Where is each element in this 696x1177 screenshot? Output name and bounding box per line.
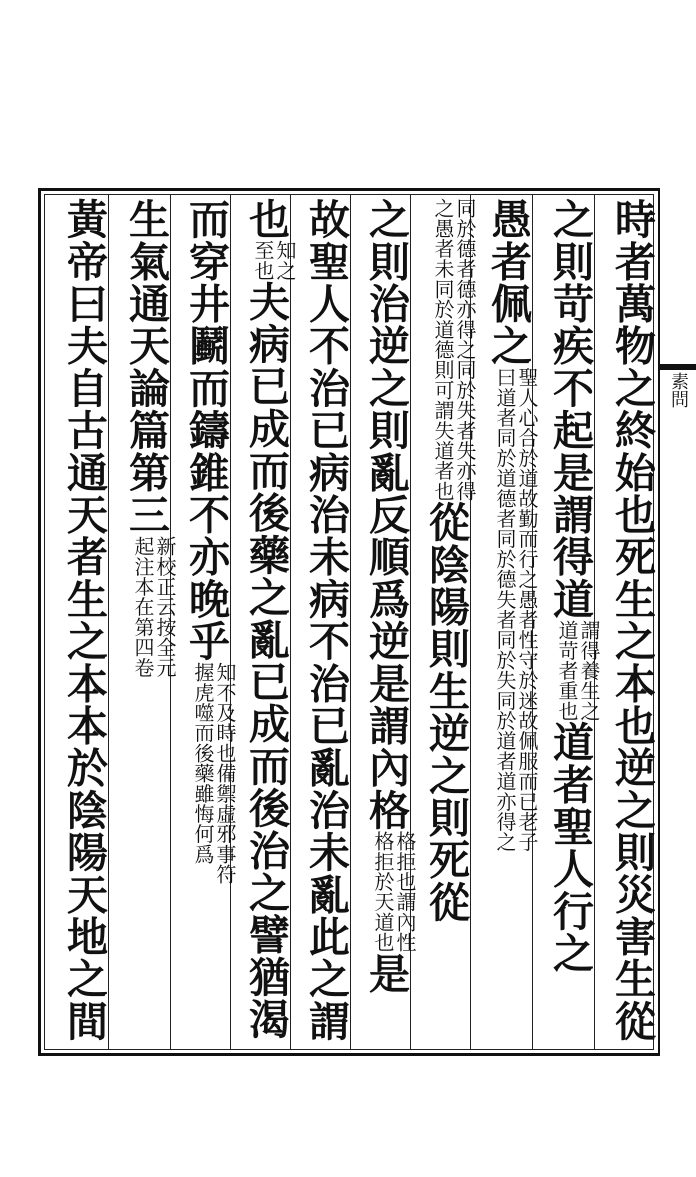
note-line-left: 至也 bbox=[251, 240, 275, 281]
note-line-right: 格拒也謂內性 bbox=[393, 831, 417, 953]
banxin-fishtail bbox=[660, 364, 696, 370]
banxin-title: 素問 bbox=[668, 372, 689, 408]
main-text: 從陰陽則生逆之則死從 bbox=[422, 501, 470, 923]
text-column-10: 黃帝曰夫自古通天者生之本本於陰陽天地之間 bbox=[60, 198, 108, 1042]
text-column-9 bbox=[116, 198, 176, 677]
main-text: 夫病已成而後藥之亂已成而後治之譬猶渴 bbox=[242, 280, 290, 1041]
interlinear-note bbox=[192, 662, 236, 884]
interlinear-note bbox=[132, 536, 176, 677]
note-line-left: 握虎噬而後藥雖悔何爲 bbox=[191, 662, 215, 865]
text-column-4 bbox=[416, 198, 476, 923]
note-line-left: 起注本在第四卷 bbox=[131, 535, 155, 678]
text-column-1: 時者萬物之終始也死生之本也逆之則災害生從 bbox=[608, 198, 656, 1042]
note-line-left: 之愚者未同於道德則可謂失道者也 bbox=[431, 198, 455, 501]
interlinear-note bbox=[494, 367, 538, 852]
main-text: 是 bbox=[362, 952, 410, 995]
interlinear-note bbox=[432, 198, 476, 501]
text-column-7 bbox=[236, 198, 296, 1040]
note-line-right: 新校正云按全元 bbox=[153, 535, 177, 678]
main-text: 而穿井鬬而鑄錐不亦晚乎 bbox=[182, 198, 230, 663]
interlinear-note bbox=[556, 620, 600, 721]
interlinear-note bbox=[372, 831, 416, 952]
text-column-8 bbox=[176, 198, 236, 884]
note-line-right: 知之 bbox=[273, 240, 297, 281]
note-line-right: 聖人心合於道故勤而行之愚者性守於迷故佩服而已老子 bbox=[515, 366, 539, 852]
text-column-5 bbox=[356, 198, 416, 994]
interlinear-note bbox=[252, 240, 296, 280]
note-line-right: 謂得養生之 bbox=[577, 620, 601, 721]
main-text: 之則苛疾不起是謂得道 bbox=[546, 198, 594, 620]
note-line-left: 曰道者同於道德者同於德失者同於失同於道者道亦得之 bbox=[493, 366, 517, 852]
note-line-left: 道苛者重也 bbox=[555, 620, 579, 721]
text-column-6: 故聖人不治已病治未病不治已亂治未亂此之謂 bbox=[302, 198, 350, 1042]
text-column-3 bbox=[478, 198, 538, 852]
text-column-2 bbox=[540, 198, 600, 974]
note-line-left: 格拒於天道也 bbox=[371, 831, 395, 953]
main-text: 也 bbox=[242, 198, 290, 241]
chapter-title: 生氣通天論篇第三 bbox=[122, 198, 170, 536]
note-line-right: 知不及時也備禦虛邪事符 bbox=[213, 662, 237, 885]
main-text: 道者聖人行之 bbox=[546, 721, 594, 975]
main-text: 之則治逆之則亂反順爲逆是謂內格 bbox=[362, 198, 410, 831]
main-text: 愚者佩之 bbox=[484, 198, 532, 367]
note-line-right: 同於德者德亦得之同於失者失亦得 bbox=[453, 198, 477, 501]
